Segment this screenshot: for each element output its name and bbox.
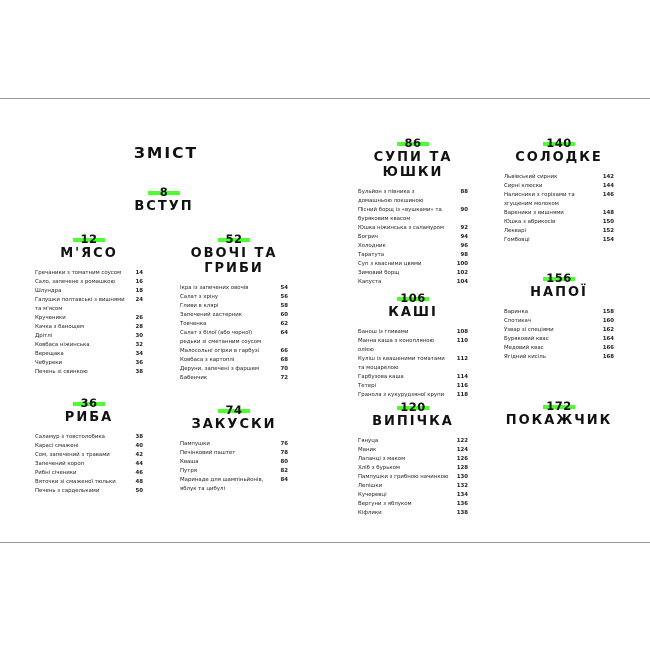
- page-number: 72: [280, 375, 288, 381]
- page-number: 112: [456, 356, 468, 362]
- section-number: [358, 401, 468, 413]
- recipe-entry[interactable]: [504, 218, 614, 227]
- page-number: 56: [280, 294, 288, 300]
- recipe-name: Ковбаса з картоплі: [180, 357, 235, 363]
- page-number: 30: [135, 333, 143, 339]
- recipe-name: Шлундра: [35, 288, 62, 294]
- recipe-name: Медовий квас: [504, 345, 544, 351]
- page-number: 88: [460, 189, 468, 195]
- recipe-name: Капуста: [358, 279, 382, 285]
- page-number: 16: [135, 279, 143, 285]
- recipe-entry[interactable]: [358, 328, 468, 337]
- recipe-name: Кучеревці: [358, 492, 387, 498]
- recipe-list: [358, 328, 468, 400]
- page-number: 146: [602, 192, 614, 198]
- page-number: 126: [456, 456, 468, 462]
- recipe-name: Салат з хріну: [180, 294, 219, 300]
- page-number: 32: [135, 342, 143, 348]
- page-number: 78: [280, 450, 288, 456]
- page-number: 128: [456, 465, 468, 471]
- recipe-entry[interactable]: [358, 188, 468, 206]
- page-number: 122: [456, 438, 468, 444]
- section-number-text: 140: [546, 136, 572, 150]
- recipe-name: Гянуца: [358, 438, 379, 444]
- recipe-name: Юшка ніжинська з саламуром: [358, 225, 444, 231]
- recipe-name: Львівський сирник: [504, 174, 558, 180]
- section-title: СОЛОДКЕ: [515, 150, 603, 165]
- recipe-name: Качка з банощем: [35, 324, 85, 330]
- recipe-name: Ковбаса ніжинська: [35, 342, 90, 348]
- recipe-list: [504, 308, 614, 362]
- recipe-entry[interactable]: [180, 476, 288, 494]
- section-vypichka: [358, 401, 468, 518]
- recipe-name: Путря: [180, 468, 198, 474]
- page-number: 144: [602, 183, 614, 189]
- section-title: ВСТУП: [134, 199, 194, 214]
- recipe-name: Ягідний кисіль: [504, 354, 546, 360]
- page-number: 58: [280, 303, 288, 309]
- recipe-entry[interactable]: [180, 365, 288, 374]
- page-number: 76: [280, 441, 288, 447]
- section-number: [504, 137, 614, 149]
- recipe-name: Сирні клюски: [504, 183, 543, 189]
- section-ryba: [35, 397, 143, 496]
- recipe-entry[interactable]: [504, 236, 614, 245]
- recipe-name: Юшка з абрикосів: [504, 219, 556, 225]
- recipe-entry[interactable]: [358, 337, 468, 355]
- page-number: 164: [602, 336, 614, 342]
- recipe-entry[interactable]: [358, 233, 468, 242]
- recipe-name: Печінковий паштет: [180, 450, 236, 456]
- recipe-name: Варинка: [504, 309, 529, 315]
- section-title: КАШІ: [388, 305, 438, 320]
- recipe-name: Крученики: [35, 315, 66, 321]
- recipe-entry[interactable]: [504, 317, 614, 326]
- recipe-name: Суп з квасними цвями: [358, 261, 422, 267]
- recipe-entry[interactable]: [35, 487, 143, 496]
- recipe-name: Бабенчик: [180, 375, 208, 381]
- page-number: 84: [280, 477, 288, 483]
- page-number: 48: [135, 479, 143, 485]
- recipe-entry[interactable]: [358, 391, 468, 400]
- recipe-entry[interactable]: [504, 344, 614, 353]
- recipe-entry[interactable]: [35, 350, 143, 359]
- recipe-name: Лекварі: [504, 228, 527, 234]
- section-number: [35, 233, 143, 245]
- recipe-entry[interactable]: [358, 269, 468, 278]
- recipe-name: Ікра із запечених овочів: [180, 285, 249, 291]
- recipe-entry[interactable]: [180, 302, 288, 311]
- recipe-entry[interactable]: [35, 442, 143, 451]
- recipe-entry[interactable]: [504, 335, 614, 344]
- page-number: 28: [135, 324, 143, 330]
- recipe-entry[interactable]: [35, 323, 143, 332]
- section-title: НАПОЇ: [530, 285, 588, 300]
- recipe-entry[interactable]: [358, 455, 468, 464]
- recipe-name: Пампушки: [180, 441, 210, 447]
- recipe-name: Верещака: [35, 351, 64, 357]
- recipe-name: Гречаники з томатним соусом: [35, 270, 122, 276]
- recipe-name: Запечений короп: [35, 461, 85, 467]
- section-title: ОВОЧІ ТА ГРИБИ: [190, 246, 278, 276]
- section-title: ЗАКУСКИ: [191, 417, 277, 432]
- page-number: 96: [460, 243, 468, 249]
- section-number-text: 52: [225, 232, 243, 246]
- page-number: 142: [602, 174, 614, 180]
- recipe-entry[interactable]: [35, 451, 143, 460]
- recipe-name: Маник: [358, 447, 377, 453]
- page-number: 114: [456, 374, 468, 380]
- section-number-text: 36: [80, 396, 98, 410]
- section-number-text: 12: [80, 232, 98, 246]
- recipe-entry[interactable]: [180, 293, 288, 302]
- recipe-entry[interactable]: [180, 347, 288, 356]
- section-solodke: [504, 137, 614, 245]
- recipe-entry[interactable]: [180, 284, 288, 293]
- recipe-entry[interactable]: [35, 296, 143, 314]
- page-number: 50: [135, 488, 143, 494]
- recipe-list: [358, 437, 468, 518]
- section-myaso: [35, 233, 143, 377]
- recipe-entry[interactable]: [180, 311, 288, 320]
- recipe-name: Запечений хастерник: [180, 312, 242, 318]
- recipe-name: Гливи в клярі: [180, 303, 219, 309]
- recipe-entry[interactable]: [358, 464, 468, 473]
- recipe-entry[interactable]: [180, 356, 288, 365]
- recipe-entry[interactable]: [35, 478, 143, 487]
- section-title: ВИПІЧКА: [372, 414, 454, 429]
- page-number: 46: [135, 470, 143, 476]
- recipe-name: Деруни, запечені з фаршем: [180, 366, 260, 372]
- section-number: [180, 233, 288, 245]
- recipe-entry[interactable]: [358, 278, 468, 287]
- page-number: 68: [280, 357, 288, 363]
- page-number: 34: [135, 351, 143, 357]
- page-number: 158: [602, 309, 614, 315]
- recipe-list: [180, 440, 288, 494]
- recipe-entry[interactable]: [35, 460, 143, 469]
- section-title: М'ЯСО: [60, 246, 118, 261]
- page-number: 60: [280, 312, 288, 318]
- page-number: 132: [456, 483, 468, 489]
- recipe-entry[interactable]: [504, 191, 614, 209]
- page-number: 100: [456, 261, 468, 267]
- recipe-name: Бульйон з півника з домашньою локшиною: [358, 189, 424, 204]
- recipe-entry[interactable]: [180, 329, 288, 347]
- recipe-entry[interactable]: [358, 224, 468, 233]
- recipe-entry[interactable]: [180, 440, 288, 449]
- section-number: [180, 404, 288, 416]
- recipe-name: Вергуни з яблуком: [358, 501, 412, 507]
- recipe-name: Карасі смажені: [35, 443, 79, 449]
- recipe-entry[interactable]: [358, 500, 468, 509]
- section-number: [504, 272, 614, 284]
- recipe-entry[interactable]: [180, 449, 288, 458]
- page-number: 38: [135, 369, 143, 375]
- recipe-name: Лапанці з маком: [358, 456, 406, 462]
- recipe-entry[interactable]: [504, 227, 614, 236]
- section-kashi: [358, 292, 468, 400]
- section-number-text: 8: [159, 185, 169, 199]
- recipe-entry[interactable]: [358, 491, 468, 500]
- recipe-name: Хліб з бурьком: [358, 465, 400, 471]
- recipe-list: [504, 173, 614, 245]
- recipe-entry[interactable]: [504, 182, 614, 191]
- page-number: 62: [280, 321, 288, 327]
- page-number: 38: [135, 434, 143, 440]
- page-number: 80: [280, 459, 288, 465]
- recipe-name: Гомбовці: [504, 237, 530, 243]
- recipe-entry[interactable]: [358, 382, 468, 391]
- page-number: 44: [135, 461, 143, 467]
- recipe-name: Гранола з кукурудзяної крупи: [358, 392, 445, 398]
- recipe-name: Малосольні огірки в гарбузі: [180, 348, 260, 354]
- recipe-name: Куліш із квашеними томатами та моцарелою: [358, 356, 445, 371]
- recipe-name: Банош із гливами: [358, 329, 409, 335]
- page-number: 116: [456, 383, 468, 389]
- section-number-text: 156: [546, 271, 572, 285]
- recipe-entry[interactable]: [180, 320, 288, 329]
- section-napoi: [504, 272, 614, 362]
- recipe-list: [358, 188, 468, 287]
- section-number: [504, 400, 614, 412]
- page-number: 92: [460, 225, 468, 231]
- section-vstup: [116, 186, 212, 214]
- recipe-entry[interactable]: [358, 473, 468, 482]
- section-ovochi: [180, 233, 288, 383]
- recipe-name: Буряковий квас: [504, 336, 549, 342]
- recipe-entry[interactable]: [35, 278, 143, 287]
- page-number: 26: [135, 315, 143, 321]
- page-number: 110: [456, 338, 468, 344]
- page-number: 108: [456, 329, 468, 335]
- page-number: 24: [135, 297, 143, 303]
- recipe-entry[interactable]: [358, 260, 468, 269]
- recipe-entry[interactable]: [358, 509, 468, 518]
- recipe-entry[interactable]: [504, 353, 614, 362]
- recipe-name: Сом, запечений з травами: [35, 452, 110, 458]
- page-number: 64: [280, 330, 288, 336]
- section-number-text: 120: [400, 400, 426, 414]
- recipe-name: Чебуреки: [35, 360, 63, 366]
- recipe-name: Кваша: [180, 459, 199, 465]
- recipe-entry[interactable]: [35, 287, 143, 296]
- recipe-name: Рибні січеники: [35, 470, 77, 476]
- recipe-name: Пісний борщ із «вушками» та буряковим квасом: [358, 207, 442, 222]
- page-number: 36: [135, 360, 143, 366]
- section-supy: [358, 137, 468, 287]
- recipe-entry[interactable]: [504, 326, 614, 335]
- page-number: 70: [280, 366, 288, 372]
- recipe-entry[interactable]: [180, 374, 288, 383]
- recipe-entry[interactable]: [35, 314, 143, 323]
- page-number: 138: [456, 510, 468, 516]
- recipe-entry[interactable]: [180, 458, 288, 467]
- page-number: 148: [602, 210, 614, 216]
- page-number: 94: [460, 234, 468, 240]
- section-title: ПОКАЖЧИК: [505, 413, 613, 428]
- recipe-entry[interactable]: [35, 269, 143, 278]
- section-number-text: 74: [225, 403, 243, 417]
- recipe-entry[interactable]: [180, 467, 288, 476]
- recipe-name: Тетері: [358, 383, 376, 389]
- page-number: 160: [602, 318, 614, 324]
- recipe-name: Зимовий борщ: [358, 270, 400, 276]
- section-title: СУПИ ТА ЮШКИ: [373, 150, 453, 180]
- page-number: 168: [602, 354, 614, 360]
- section-number-text: 106: [400, 291, 426, 305]
- recipe-name: Вяточки зі смаженої тюльки: [35, 479, 116, 485]
- recipe-name: Богрич: [358, 234, 378, 240]
- page-number: 18: [135, 288, 143, 294]
- page-number: 90: [460, 207, 468, 213]
- contents-title: ЗМІСТ: [133, 144, 199, 162]
- page-number: 102: [456, 270, 468, 276]
- recipe-name: Маринаде для шампіньйонів, яблук та цибулі: [180, 477, 264, 492]
- page-number: 162: [602, 327, 614, 333]
- page-number: 82: [280, 468, 288, 474]
- recipe-entry[interactable]: [358, 437, 468, 446]
- recipe-name: Дрітлі: [35, 333, 53, 339]
- recipe-name: Кіфлики: [358, 510, 382, 516]
- recipe-name: Гарбузова каша: [358, 374, 404, 380]
- page-number: 104: [456, 279, 468, 285]
- recipe-name: Таратута: [358, 252, 385, 258]
- page-number: 152: [602, 228, 614, 234]
- recipe-list: [180, 284, 288, 383]
- recipe-entry[interactable]: [35, 368, 143, 377]
- recipe-entry[interactable]: [358, 482, 468, 491]
- section-number: [358, 292, 468, 304]
- section-number: [116, 186, 212, 198]
- recipe-entry[interactable]: [35, 469, 143, 478]
- recipe-entry[interactable]: [35, 341, 143, 350]
- section-title: РИБА: [64, 410, 114, 425]
- page-number: 40: [135, 443, 143, 449]
- page-number: 98: [460, 252, 468, 258]
- recipe-entry[interactable]: [35, 332, 143, 341]
- page-number: 118: [456, 392, 468, 398]
- recipe-name: Манна каша з конопляною олією: [358, 338, 435, 353]
- page-number: 54: [280, 285, 288, 291]
- recipe-name: Товченка: [180, 321, 207, 327]
- page-number: 66: [280, 348, 288, 354]
- page-number: 154: [602, 237, 614, 243]
- section-number-text: 86: [404, 136, 422, 150]
- recipe-list: [35, 269, 143, 377]
- recipe-name: Печень з сардельками: [35, 488, 100, 494]
- recipe-name: Налисники з горіхами та згущеним молоком: [504, 192, 575, 207]
- recipe-name: Саламур з товстолобика: [35, 434, 105, 440]
- page-number: 150: [602, 219, 614, 225]
- recipe-entry[interactable]: [358, 242, 468, 251]
- recipe-name: Салат з білої (або чорної) редьки зі сметанним соусом: [180, 330, 262, 345]
- page-number: 42: [135, 452, 143, 458]
- recipe-entry[interactable]: [358, 446, 468, 455]
- page-number: 14: [135, 270, 143, 276]
- section-number-text: 172: [546, 399, 572, 413]
- page-number: 136: [456, 501, 468, 507]
- recipe-list: [35, 433, 143, 496]
- recipe-entry[interactable]: [504, 209, 614, 218]
- recipe-entry[interactable]: [504, 173, 614, 182]
- recipe-entry[interactable]: [358, 373, 468, 382]
- recipe-name: Галушки полтавські з вишнями та м'ясом: [35, 297, 125, 312]
- recipe-name: Спотикач: [504, 318, 531, 324]
- recipe-name: Холодник: [358, 243, 386, 249]
- section-number: [358, 137, 468, 149]
- page-number: 130: [456, 474, 468, 480]
- recipe-entry[interactable]: [358, 355, 468, 373]
- recipe-entry[interactable]: [358, 251, 468, 260]
- recipe-name: Лепішки: [358, 483, 383, 489]
- section-zakusky: [180, 404, 288, 494]
- page-number: 166: [602, 345, 614, 351]
- recipe-name: Вареники з вишнями: [504, 210, 564, 216]
- recipe-entry[interactable]: [358, 206, 468, 224]
- recipe-entry[interactable]: [35, 433, 143, 442]
- recipe-name: Узвар зі спеціями: [504, 327, 554, 333]
- section-number: [35, 397, 143, 409]
- recipe-name: Сало, запечене з ромашкою: [35, 279, 115, 285]
- recipe-entry[interactable]: [35, 359, 143, 368]
- page-number: 124: [456, 447, 468, 453]
- recipe-entry[interactable]: [504, 308, 614, 317]
- section-pokazhchyk: [504, 400, 614, 428]
- page-number: 134: [456, 492, 468, 498]
- recipe-name: Печень зі свинкою: [35, 369, 88, 375]
- recipe-name: Пампушки з грибною начинкою: [358, 474, 449, 480]
